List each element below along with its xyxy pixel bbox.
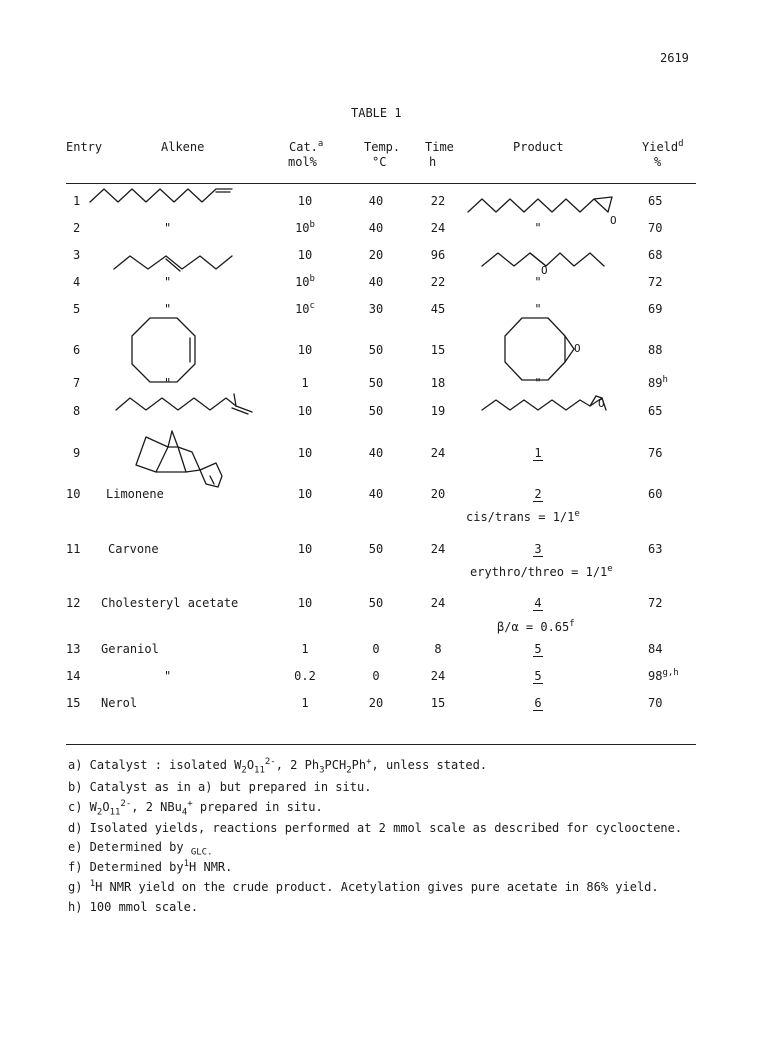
ratio-erythro-threo: erythro/threo = $1/1^e$ bbox=[470, 564, 613, 579]
header-entry: Entry bbox=[66, 140, 103, 154]
row-alkene: " bbox=[164, 302, 172, 316]
epoxide-oxygen: O bbox=[541, 264, 548, 277]
row-entry: 7 bbox=[73, 376, 81, 390]
structure-4-octene bbox=[114, 256, 232, 271]
row-catalyst: 10 bbox=[297, 487, 313, 501]
footnote-a: a) Catalyst : isolated $W_2O_{11}^{2-}$, 2 $Ph_3PCH_2Ph^+$, unless stated. bbox=[68, 757, 488, 776]
row-product: 3 bbox=[534, 542, 542, 556]
header-temp: Temp. bbox=[364, 140, 401, 154]
footnote-e: e) Determined by $_{GLC.}$ bbox=[68, 840, 213, 858]
row-temp: 50 bbox=[368, 596, 384, 610]
row-product: " bbox=[534, 221, 542, 235]
row-temp: 0 bbox=[372, 669, 380, 683]
footnote-g: g) $^1$H NMR yield on the crude product. Acetylation gives pure acetate in 86% yield. bbox=[68, 879, 659, 894]
row-catalyst: 10 bbox=[297, 343, 313, 357]
row-catalyst: 10 bbox=[297, 596, 313, 610]
row-time: 24 bbox=[430, 221, 446, 235]
header-temp-unit: °C bbox=[372, 155, 387, 169]
row-time: 45 bbox=[430, 302, 446, 316]
row-entry: 13 bbox=[66, 642, 81, 656]
row-entry: 4 bbox=[73, 275, 81, 289]
row-time: 18 bbox=[430, 376, 446, 390]
row-catalyst: 0.2 bbox=[294, 669, 316, 683]
header-yield: Yield$^d$ bbox=[642, 139, 684, 154]
row-yield: 63 bbox=[648, 542, 663, 556]
row-yield: 65 bbox=[648, 404, 663, 418]
row-alkene: Limonene bbox=[106, 487, 164, 501]
row-alkene: " bbox=[164, 275, 172, 289]
header-alkene: Alkene bbox=[161, 140, 205, 154]
header-yield-unit: % bbox=[654, 155, 662, 169]
row-catalyst: 10$^c$ bbox=[295, 301, 315, 316]
row-time: 24 bbox=[430, 596, 446, 610]
row-temp: 40 bbox=[368, 275, 384, 289]
row-catalyst: 10 bbox=[297, 404, 313, 418]
row-time: 96 bbox=[430, 248, 446, 262]
row-product: 1 bbox=[534, 446, 542, 460]
structure-dicyclopentadiene bbox=[136, 431, 222, 487]
footnote-h: h) 100 mmol scale. bbox=[68, 900, 199, 914]
row-temp: 50 bbox=[368, 343, 384, 357]
row-entry: 9 bbox=[73, 446, 81, 460]
ratio-cis-trans: cis/trans = $1/1^e$ bbox=[466, 509, 580, 524]
row-entry: 15 bbox=[66, 696, 81, 710]
row-catalyst: 10$^b$ bbox=[295, 220, 315, 235]
row-temp: 50 bbox=[368, 376, 384, 390]
row-yield: 60 bbox=[648, 487, 663, 501]
row-time: 19 bbox=[430, 404, 446, 418]
row-catalyst: 10 bbox=[297, 248, 313, 262]
row-yield: 69 bbox=[648, 302, 663, 316]
structure-4-octene-epoxide bbox=[482, 253, 604, 277]
structure-methylalkene bbox=[116, 394, 252, 414]
row-time: 15 bbox=[430, 343, 446, 357]
epoxide-oxygen: O bbox=[574, 342, 581, 355]
row-yield: 72 bbox=[648, 275, 663, 289]
structure-cyclooctene bbox=[132, 318, 195, 382]
row-temp: 50 bbox=[368, 404, 384, 418]
row-yield: 70 bbox=[648, 696, 663, 710]
row-entry: 12 bbox=[66, 596, 81, 610]
footnote-f: f) Determined $by^1H$ NMR. bbox=[68, 859, 233, 874]
row-product: 4 bbox=[534, 596, 542, 610]
page-number: 2619 bbox=[660, 51, 689, 65]
row-entry: 3 bbox=[73, 248, 81, 262]
row-temp: 0 bbox=[372, 642, 380, 656]
row-alkene: Geraniol bbox=[101, 642, 159, 656]
row-yield: 84 bbox=[648, 642, 663, 656]
row-alkene: " bbox=[164, 376, 172, 390]
row-product: 5 bbox=[534, 642, 542, 656]
row-catalyst: 1 bbox=[301, 696, 309, 710]
row-time: 15 bbox=[430, 696, 446, 710]
row-entry: 5 bbox=[73, 302, 81, 316]
row-alkene: Nerol bbox=[101, 696, 138, 710]
row-yield: 65 bbox=[648, 194, 663, 208]
row-temp: 20 bbox=[368, 248, 384, 262]
row-yield: 88 bbox=[648, 343, 663, 357]
row-catalyst: 1 bbox=[301, 376, 309, 390]
row-temp: 50 bbox=[368, 542, 384, 556]
row-time: 8 bbox=[434, 642, 442, 656]
row-yield: 68 bbox=[648, 248, 663, 262]
row-product: 2 bbox=[534, 487, 542, 501]
header-time-unit: h bbox=[429, 155, 437, 169]
row-product: 6 bbox=[534, 696, 542, 710]
row-alkene: " bbox=[164, 669, 172, 683]
row-catalyst: 10 bbox=[297, 446, 313, 460]
row-temp: 30 bbox=[368, 302, 384, 316]
row-entry: 14 bbox=[66, 669, 81, 683]
row-yield: 72 bbox=[648, 596, 663, 610]
row-temp: 40 bbox=[368, 446, 384, 460]
row-entry: 6 bbox=[73, 343, 81, 357]
row-time: 24 bbox=[430, 446, 446, 460]
row-time: 24 bbox=[430, 542, 446, 556]
header-time: Time bbox=[425, 140, 454, 154]
structure-cyclooctene-oxide bbox=[505, 318, 581, 380]
row-catalyst: 10 bbox=[297, 194, 313, 208]
row-product: " bbox=[534, 275, 542, 289]
row-catalyst: 10 bbox=[297, 542, 313, 556]
footnote-d: d) Isolated yields, reactions performed at 2 mmol scale as described for cyclooctene. bbox=[68, 821, 683, 835]
table-title: TABLE 1 bbox=[351, 106, 402, 120]
ratio-beta-alpha: β/α = 0.65$^f$ bbox=[497, 619, 575, 634]
row-yield: 76 bbox=[648, 446, 663, 460]
row-alkene: Cholesteryl acetate bbox=[101, 596, 239, 610]
footnote-c: c) $W_2O_{11}^{2-}$, 2 NBu$_4$+ prepared in situ. bbox=[68, 799, 323, 818]
row-catalyst: 1 bbox=[301, 642, 309, 656]
structure-1-decene bbox=[90, 189, 232, 202]
header-product: Product bbox=[513, 140, 564, 154]
row-yield: 89$^h$ bbox=[648, 375, 668, 390]
row-alkene: " bbox=[164, 221, 172, 235]
footnote-b: b) Catalyst as in a) but prepared in situ. bbox=[68, 780, 372, 794]
row-time: 24 bbox=[430, 669, 446, 683]
structure-methylalkene-epoxide bbox=[482, 396, 606, 410]
row-temp: 40 bbox=[368, 487, 384, 501]
epoxide-oxygen: O bbox=[598, 397, 605, 410]
row-product: " bbox=[534, 302, 542, 316]
row-product: 5 bbox=[534, 669, 542, 683]
row-catalyst: 10$^b$ bbox=[295, 274, 315, 289]
row-yield: 98$^{g,h}$ bbox=[648, 668, 679, 683]
row-time: 22 bbox=[430, 275, 446, 289]
row-entry: 2 bbox=[73, 221, 81, 235]
row-time: 22 bbox=[430, 194, 446, 208]
row-temp: 40 bbox=[368, 194, 384, 208]
footer-rule bbox=[66, 744, 696, 745]
row-alkene: Carvone bbox=[108, 542, 159, 556]
row-entry: 1 bbox=[73, 194, 81, 208]
row-yield: 70 bbox=[648, 221, 663, 235]
structure-1-epoxide bbox=[468, 197, 617, 227]
row-product: " bbox=[534, 376, 542, 390]
header-cat: Cat.$^a$ bbox=[289, 139, 324, 154]
header-cat-unit: mol% bbox=[288, 155, 317, 169]
row-temp: 20 bbox=[368, 696, 384, 710]
row-entry: 11 bbox=[66, 542, 81, 556]
row-temp: 40 bbox=[368, 221, 384, 235]
row-time: 20 bbox=[430, 487, 446, 501]
row-entry: 10 bbox=[66, 487, 81, 501]
epoxide-oxygen: O bbox=[610, 214, 617, 227]
row-entry: 8 bbox=[73, 404, 81, 418]
